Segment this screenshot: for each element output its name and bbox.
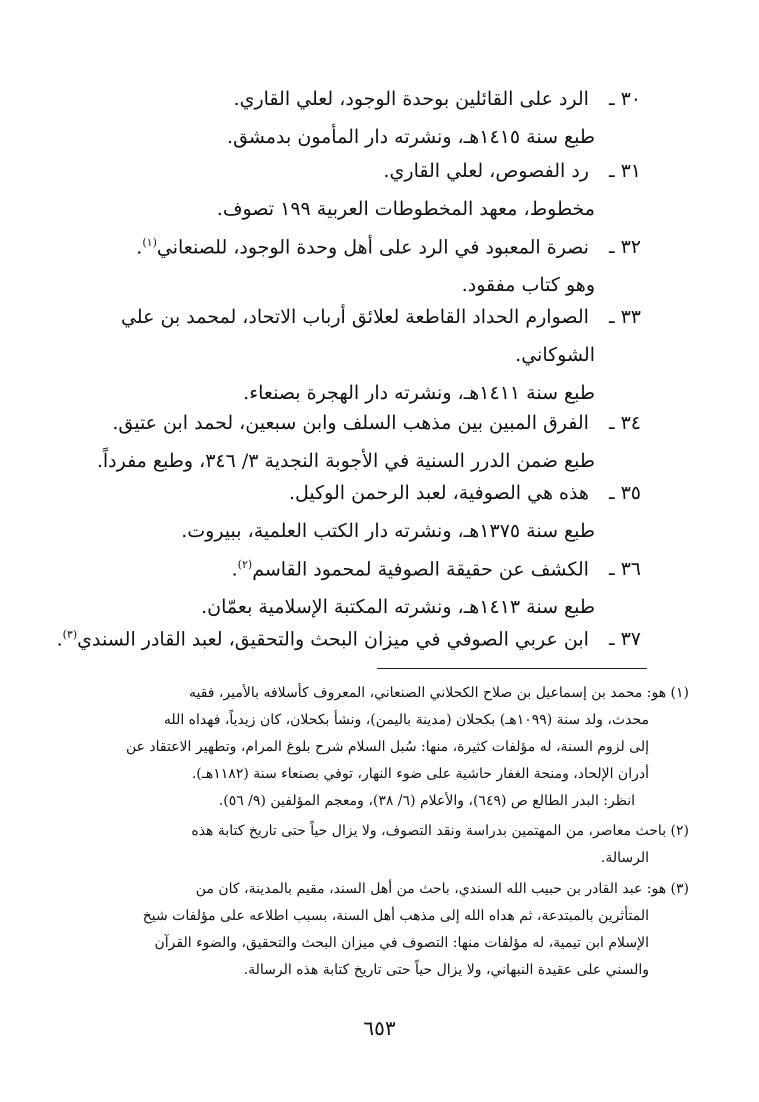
entry-title: نصرة المعبود في الرد على أهل وحدة الوجود، للصنعاني	[156, 236, 589, 259]
entry-number: ٣٦ ـ	[608, 558, 641, 581]
entry-number: ٣٤ ـ	[608, 412, 641, 434]
entry-33	[81, 298, 641, 412]
footnote-ref: (١)	[142, 236, 157, 249]
entry-number: ٣١ ـ	[608, 160, 641, 182]
footnote-line: انظر: البدر الطالع ص (٦٤٩)، والأعلام (٦/ ٣٨)، ومعجم المؤلفين (٩/ ٥٦).	[218, 793, 635, 809]
footnote-line: الإسلام ابن تيمية، له مؤلفات منها: التصوف في ميزان البحث والتحقيق، والضوء القرآن	[154, 935, 649, 951]
entry-title-tail: .	[136, 236, 143, 259]
entry-title: الرد على القائلين بوحدة الوجود، لعلي القاري.	[233, 88, 589, 110]
entry-number: ٣٢ ـ	[608, 236, 641, 259]
entry-title: ابن عربي الصوفي في ميزان البحث والتحقيق، لعبد القادر السندي	[77, 628, 589, 651]
entry-number: ٣٧ ـ	[608, 628, 641, 651]
entry-number: ٣٥ ـ	[608, 482, 641, 504]
footnote-ref: (٣)	[62, 628, 78, 641]
footnote-2	[69, 818, 689, 872]
footnote-line: (١) هو: محمد بن إسماعيل بن صلاح الكحلاني الصنعاني، المعروف كأسلافه بالأمير، فقيه	[188, 685, 689, 701]
entry-title: رد الفصوص، لعلي القاري.	[383, 160, 589, 182]
footnote-line: (٢) باحث معاصر، من المهتمين بدراسة ونقد التصوف، ولا يزال حياً حتى تاريخ كتابة هذه	[191, 823, 689, 839]
footnote-line: محدث، ولد سنة (١٠٩٩هـ) بكحلان (مدينة باليمن)، ونشأ بكحلان، كان زيدياً، فهداه الله	[163, 712, 649, 728]
footnote-line: إلى لزوم السنة، له مؤلفات كثيرة، منها: سُبل السلام شرح بلوغ المرام، وتطهير الاعتقاد عن	[125, 739, 649, 755]
footnote-line: أدران الإلحاد، ومنحة الغفار حاشية على ضوء النهار، توفي بصنعاء سنة (١١٨٢هـ).	[191, 766, 649, 782]
entry-number: ٣٠ ـ	[608, 88, 641, 110]
page-number: ٦٥٣	[363, 1016, 396, 1040]
entry-number: ٣٣ ـ	[608, 306, 641, 328]
entry-title-continued: الشوكاني.	[515, 344, 595, 366]
entry-note: طبع سنة ١٣٧٥هـ، ونشرته دار الكتب العلمية، ببيروت.	[181, 520, 595, 542]
footnote-line: (٣) هو: عبد القادر بن حبيب الله السندي، باحث من أهل السند، مقيم بالمدينة، كان من	[195, 881, 689, 897]
entry-30	[81, 80, 641, 156]
entry-note: مخطوط، معهد المخطوطات العربية ١٩٩ تصوف.	[216, 198, 595, 220]
entry-title: الكشف عن حقيقة الصوفية لمحمود القاسم	[252, 558, 589, 581]
entry-35	[81, 474, 641, 550]
entry-31	[81, 152, 641, 228]
entry-34	[81, 404, 641, 480]
entry-32	[81, 224, 641, 304]
entry-37	[56, 616, 641, 658]
entry-title-tail: .	[231, 558, 238, 581]
entry-title: الصوارم الحداد القاطعة لعلائق أرباب الاتحاد، لمحمد بن علي	[120, 306, 589, 328]
entry-note: طبع سنة ١٤١١هـ، ونشرته دار الهجرة بصنعاء.	[243, 382, 595, 404]
footnote-line: الرسالة.	[600, 850, 649, 866]
footnote-line: المتأثرين بالمبتدعة، ثم هداه الله إلى مذهب أهل السنة، بسبب اطلاعه على مؤلفات شيخ	[142, 908, 649, 924]
entry-note: طبع سنة ١٤١٥هـ، ونشرته دار المأمون بدمشق.	[227, 126, 595, 148]
footnote-1	[69, 680, 689, 815]
entry-36	[81, 546, 641, 626]
entry-note: طبع ضمن الدرر السنية في الأجوبة النجدية ٣/ ٣٤٦، وطبع مفرداً.	[96, 450, 595, 472]
footnote-divider	[377, 668, 647, 669]
entry-note: وهو كتاب مفقود.	[461, 274, 595, 297]
footnote-line: والسني على عقيدة النبهاني، ولا يزال حياً حتى تاريخ كتابة هذه الرسالة.	[243, 962, 649, 978]
entry-title-tail: .	[56, 628, 63, 651]
footnote-3	[69, 876, 689, 984]
entry-note: طبع سنة ١٤١٣هـ، ونشرته المكتبة الإسلامية بعمّان.	[201, 596, 595, 619]
footnote-ref: (٢)	[237, 558, 253, 571]
entry-title: هذه هي الصوفية، لعبد الرحمن الوكيل.	[288, 482, 589, 504]
entry-title: الفرق المبين بين مذهب السلف وابن سبعين، لحمد ابن عتيق.	[112, 412, 589, 434]
